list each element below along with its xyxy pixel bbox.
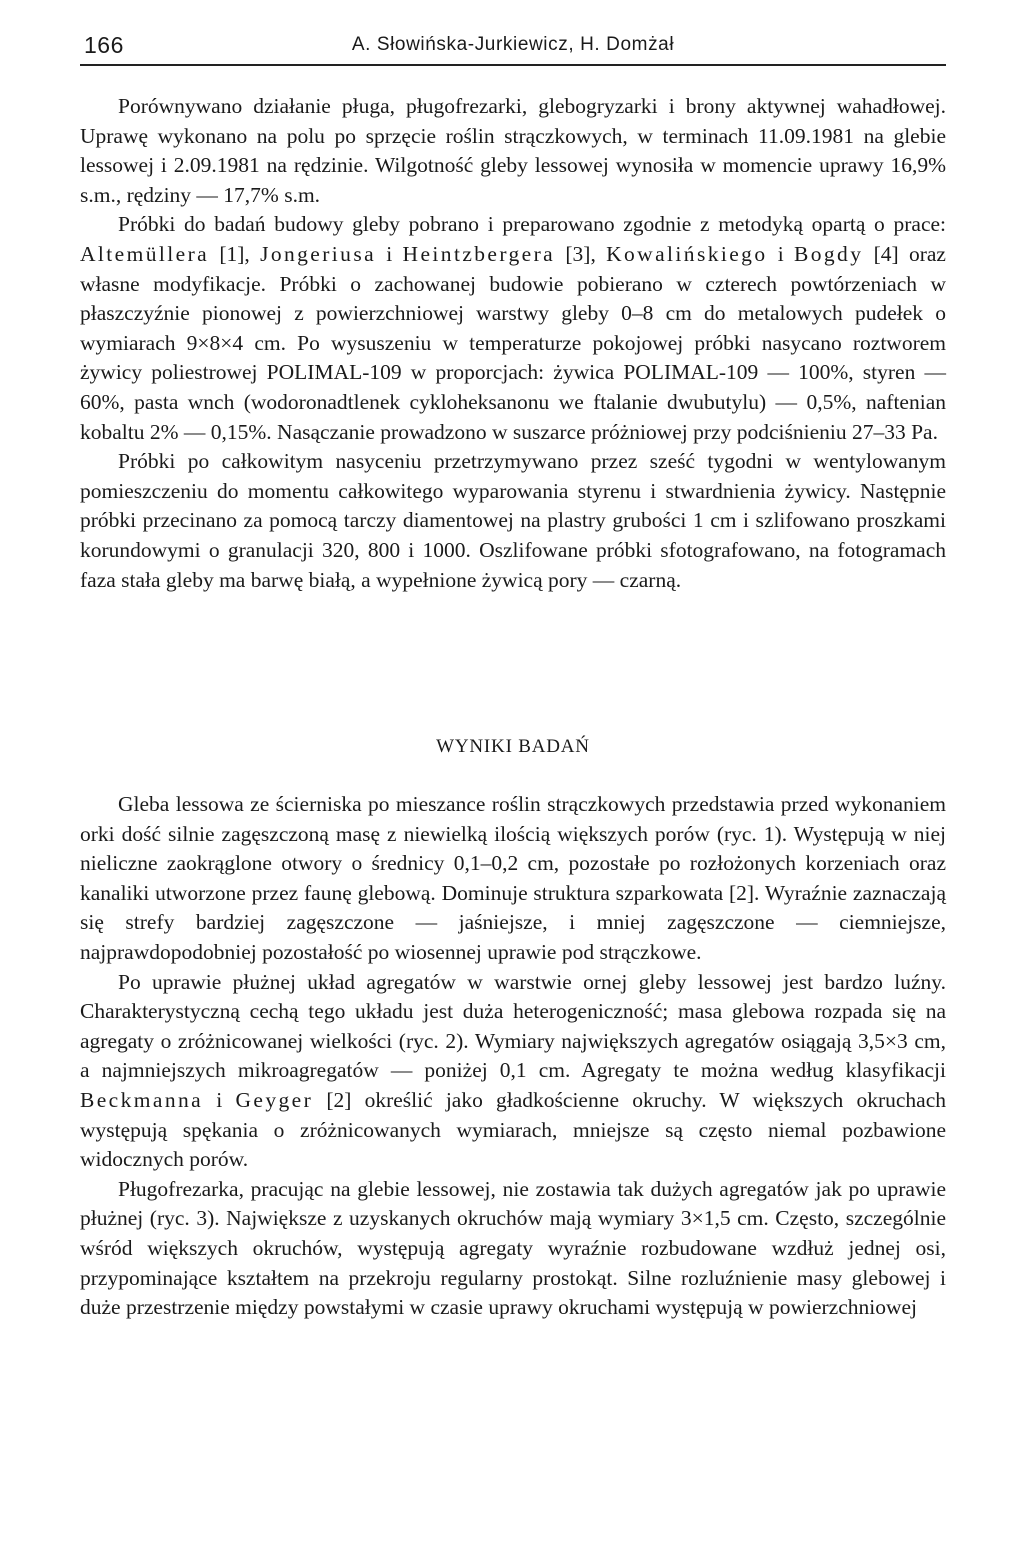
methods-section xyxy=(80,92,946,595)
author-name-geyger: Geyger xyxy=(235,1087,314,1112)
running-header xyxy=(80,30,946,66)
results-paragraph-3: Pługofrezarka, pracując na glebie lessowej, nie zostawia tak dużych agregatów jak po uprawie płużnej (ryc. 3). Największe z uzyskanych okruchów mają wymiary 3×1,5 cm. Często, szczególnie wśród większych okruchów, występują agregaty wyraźnie rozbudowane wzdłuż jednej osi, przypominające kształtem na przekroju regularny prostokąt. Silne rozluźnienie masy glebowej i duże przestrzenie między powstałymi w czasie uprawy okruchami występują w powierzchniowej xyxy=(80,1176,946,1320)
results-paragraph-2-text-a: Po uprawie płużnej układ agregatów w warstwie ornej gleby lessowej jest bardzo luźny. Charakterystyczną cechą tego układu jest duża heterogeniczność; masa glebowa rozpada się na agregaty o zróżnicowanej wielkości (ryc. 2). Wymiary największych agregatów osiągają 3,5×3 cm, a najmniejszych mikroagregatów — poniżej 0,1 cm. Agregaty te można według klasyfikacji xyxy=(80,969,946,1083)
author-name-kowalinski: Kowalińskiego xyxy=(606,241,768,266)
author-name-altemuller: Altemüllera xyxy=(80,241,210,266)
section-heading-results: WYNIKI BADAŃ xyxy=(436,736,590,757)
results-paragraph-2-text-b: i xyxy=(203,1087,236,1112)
author-name-bogda: Bogdy xyxy=(794,241,864,266)
methods-paragraph-2 xyxy=(80,210,946,447)
results-paragraph-1: Gleba lessowa ze ścierniska po mieszance roślin strączkowych przedstawia przed wykonaniem orki dość silnie zagęszczoną masę z niewielką ilością większych porów (ryc. 1). Występują w niej nieliczne zaokrąglone otwory o średnicy 0,1–0,2 cm, pozostałe po rozłożonych korzeniach oraz kanaliki utworzone przez faunę glebową. Dominuje struktura szparkowata [2]. Wyraźnie zaznaczają się strefy bardziej zagęszczone — jaśniejsze, i mniej zagęszczone — ciemniejsze, najprawdopodobniej pozostałość po wiosennej uprawie pod strączkowe. xyxy=(80,792,946,964)
methods-paragraph-2-text-f: [4] oraz własne modyfikacje. Próbki o zachowanej budowie pobierano w czterech powtórzeniach w płaszczyźnie pionowej z powierzchniowej warstwy gleby 0–8 cm do metalowych pudełek o wymiarach 9×8×4 cm. Po wysuszeniu w temperaturze pokojowej próbki nasycano roztworem żywicy poliestrowej POLIMAL-109 w proporcjach: żywica POLIMAL-109 — 100%, styren — 60%, pasta wnch (wodoronadtlenek cykloheksanonu we ftalanie dwubutylu) — 0,5%, naftenian kobaltu 2% — 0,15%. Nasączanie prowadzono w suszarce próżniowej przy podciśnieniu 27–33 Pa. xyxy=(80,241,946,444)
page-number: 166 xyxy=(84,32,124,58)
methods-paragraph-2-text-d: [3], xyxy=(555,241,607,266)
methods-paragraph-2-text-c: i xyxy=(376,241,403,266)
results-paragraph-2-text-c: [2] określić jako gładkościenne okruchy. W większych okruchach występują spękania o zróżnicowanych wymiarach, mniejsze są często niemal pozbawione widocznych porów. xyxy=(80,1087,946,1172)
methods-paragraph-2-text-e: i xyxy=(767,241,795,266)
author-name-beckmann: Beckmanna xyxy=(80,1087,204,1112)
running-header-authors: A. Słowińska-Jurkiewicz, H. Domżał xyxy=(351,34,675,55)
methods-paragraph-2-text-a: Próbki do badań budowy gleby pobrano i preparowano zgodnie z metodyką opartą o prace: xyxy=(118,212,946,237)
methods-paragraph-2-text-b: [1], xyxy=(209,241,261,266)
methods-paragraph-1: Porównywano działanie pługa, pługofrezarki, glebogryzarki i brony aktywnej wahadłowej. Uprawę wykonano na polu po sprzęcie roślin strączkowych, w terminach 11.09.1981 na glebie lessowej i 2.09.1981 na rędzinie. Wilgotność gleby lessowej wynosiła w momencie uprawy 16,9% s.m., rędziny — 17,7% s.m. xyxy=(80,94,946,207)
results-paragraph-2 xyxy=(80,968,946,1175)
results-section xyxy=(80,790,946,1323)
author-name-jongerius: Jongeriusa xyxy=(260,241,377,266)
author-name-heintzberger: Heintzbergera xyxy=(402,241,556,266)
methods-paragraph-3: Próbki po całkowitym nasyceniu przetrzymywano przez sześć tygodni w wentylowanym pomieszczeniu do momentu całkowitego wyparowania styrenu i stwardnienia żywicy. Następnie próbki przecinano za pomocą tarczy diamentowej na plastry grubości 1 cm i szlifowano proszkami korundowymi o granulacji 320, 800 i 1000. Oszlifowane próbki sfotografowano, na fotogramach faza stała gleby ma barwę białą, a wypełnione żywicą pory — czarną. xyxy=(80,449,946,592)
